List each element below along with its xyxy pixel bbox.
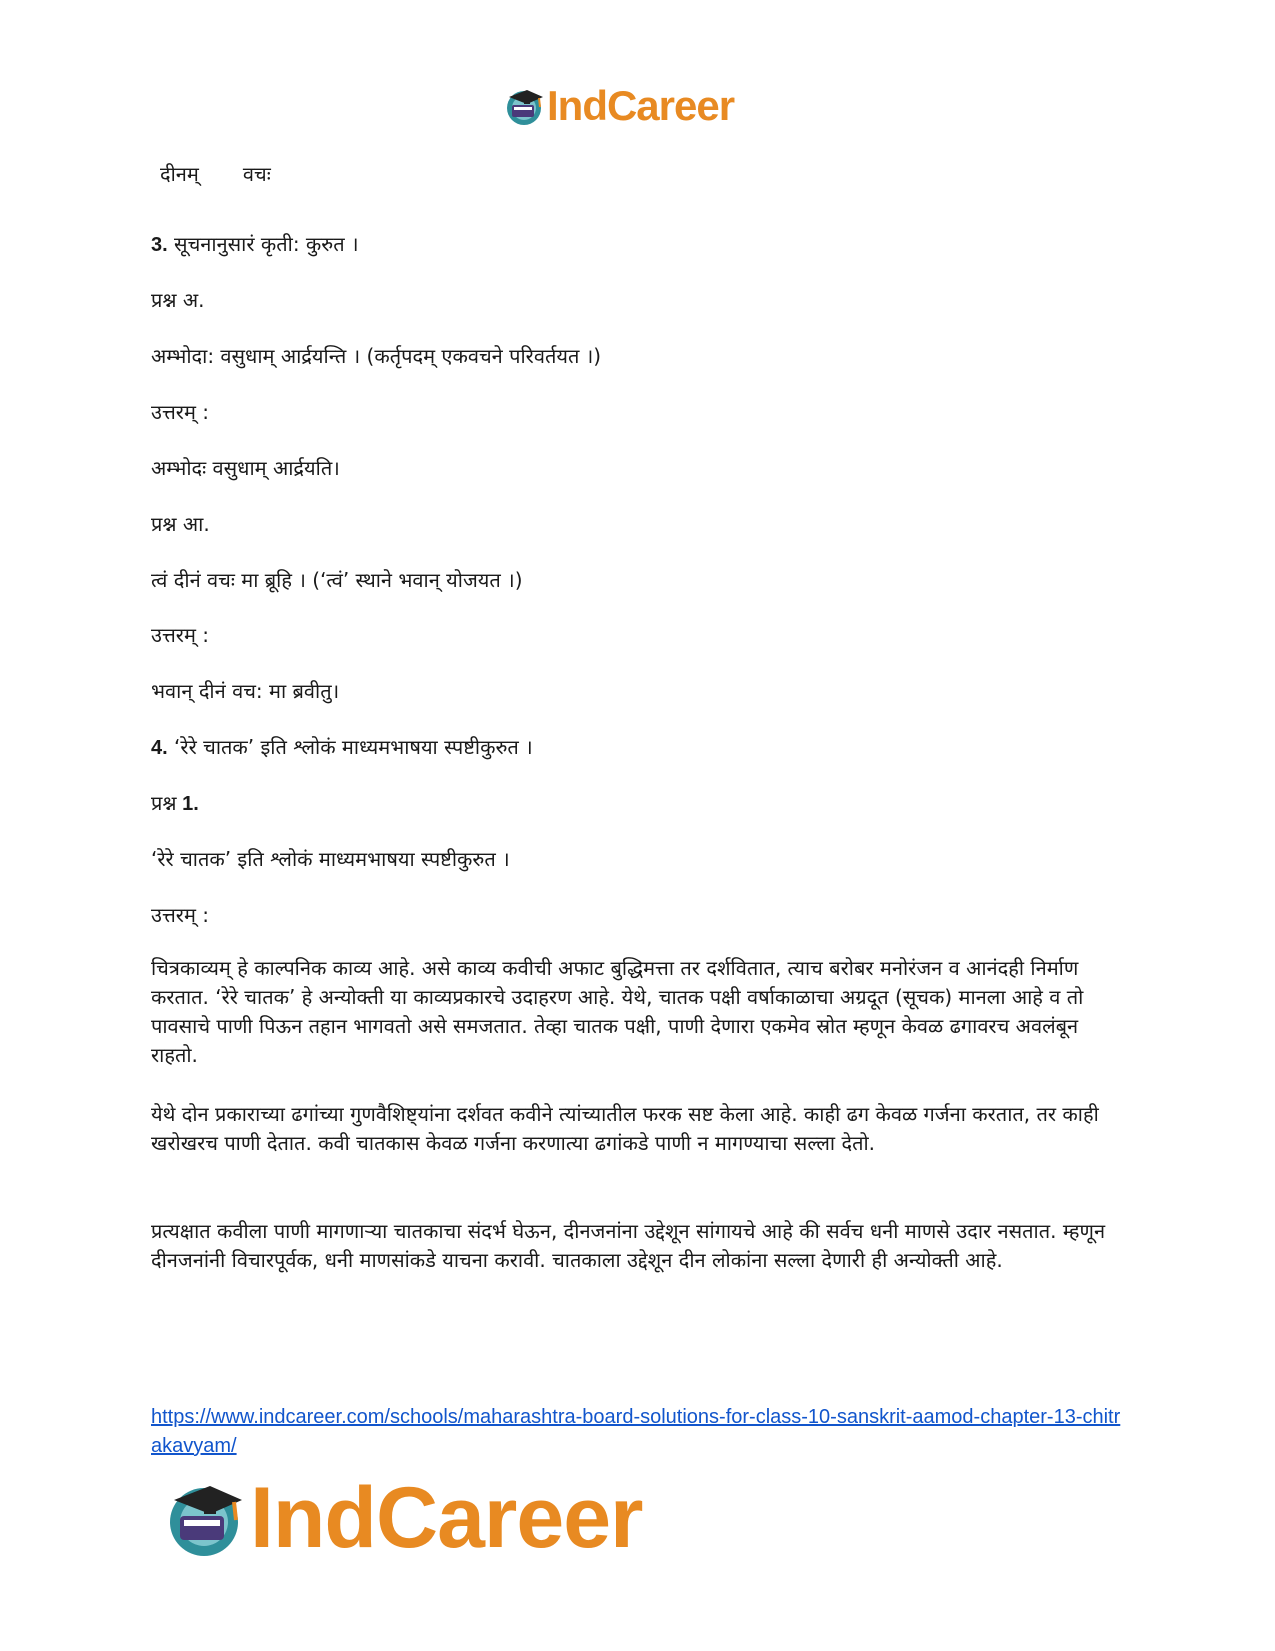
uttaram-label-3: उत्तरम् : bbox=[151, 903, 210, 927]
uttaram-label-1: उत्तरम् : bbox=[151, 400, 210, 424]
question-aa-text: त्वं दीनं वचः मा ब्रूहि । (‘त्वं’ स्थाने भवान् योजयत ।) bbox=[151, 568, 523, 592]
word-pair-first: दीनम् bbox=[160, 162, 199, 186]
question-3-number: 3. bbox=[151, 234, 168, 256]
answer-paragraph-3: प्रत्यक्षात कवीला पाणी मागणाऱ्या चातकाचा संदर्भ घेऊन, दीनजनांना उद्देशून सांगायचे आहे की सर्वच धनी माणसे उदार नसतात. म्हणून दीनजनांनी विचारपूर्वक, धनी माणसांकडे याचना करावी. चातकाला उद्देशून दीन लोकांना सल्ला देणारी ही अन्योक्ती आहे. bbox=[151, 1219, 1106, 1272]
uttaram-label-2: उत्तरम् : bbox=[151, 623, 210, 647]
word-pair-second: वचः bbox=[242, 162, 271, 186]
prashna-a-label: प्रश्न अ. bbox=[151, 288, 205, 312]
indcareer-logo-top bbox=[503, 82, 734, 130]
indcareer-logo-bottom bbox=[162, 1470, 643, 1566]
prashna-1-label bbox=[151, 791, 199, 816]
prashna-1-word: प्रश्न bbox=[151, 791, 177, 815]
answer-paragraph-1: चित्रकाव्यम् हे काल्पनिक काव्य आहे. असे काव्य कवीची अफाट बुद्धिमत्ता तर दर्शवितात, त्याच बरोबर मनोरंजन व आनंदही निर्माण करतात. ‘रेरे चातक’ हे अन्योक्ती या काव्यप्रकारचे उदाहरण आहे. येथे, चातक पक्षी वर्षाकाळाचा अग्रदूत (सूचक) मानला आहे व तो पावसाचे पाणी पिऊन तहान भागवतो असे समजतात. तेव्हा चातक पक्षी, पाणी देणारा एकमेव स्रोत म्हणून केवळ ढगावरच अवलंबून राहतो. bbox=[151, 956, 1084, 1067]
graduate-globe-icon bbox=[503, 85, 545, 127]
question-4-number: 4. bbox=[151, 737, 168, 759]
prashna-aa-label: प्रश्न आ. bbox=[151, 512, 210, 536]
answer-paragraph-2: येथे दोन प्रकाराच्या ढगांच्या गुणवैशिष्ट्यांना दर्शवत कवीने त्यांच्यातील फरक सष्ट केला आहे. काही ढग केवळ गर्जना करतात, तर काही खरोखरच पाणी देतात. कवी चातकास केवळ गर्जना करणात्या ढगांकडे पाणी न मागण्याचा सल्ला देतो. bbox=[151, 1102, 1099, 1155]
question-1-text: ‘रेरे चातक’ इति श्लोकं माध्यमभाषया स्पष्टीकुरुत । bbox=[151, 847, 510, 871]
question-3-heading bbox=[151, 232, 359, 257]
logo-wordmark: IndCareer bbox=[547, 82, 735, 129]
answer-a-text: अम्भोदः वसुधाम् आर्द्रयति। bbox=[151, 456, 340, 480]
question-4-text: ‘रेरे चातक’ इति श्लोकं माध्यमभाषया स्पष्टीकुरुत । bbox=[167, 735, 533, 759]
prashna-1-number: 1. bbox=[176, 793, 199, 815]
answer-aa-text: भवान् दीनं वच: मा ब्रवीतु। bbox=[151, 679, 340, 703]
source-link[interactable]: https://www.indcareer.com/schools/maharashtra-board-solutions-for-class-10-sanskrit-aamod-chapter-13-chitrakavyam/ bbox=[151, 1406, 1121, 1457]
logo-wordmark: IndCareer bbox=[250, 1470, 643, 1566]
word-pair bbox=[160, 162, 271, 186]
question-3-text: सूचनानुसारं कृती: कुरुत । bbox=[167, 232, 359, 256]
question-a-text: अम्भोदा: वसुधाम् आर्द्रयन्ति । (कर्तृपदम् एकवचने परिवर्तयत ।) bbox=[151, 344, 602, 368]
question-4-heading bbox=[151, 735, 533, 760]
graduate-globe-icon bbox=[162, 1476, 246, 1560]
